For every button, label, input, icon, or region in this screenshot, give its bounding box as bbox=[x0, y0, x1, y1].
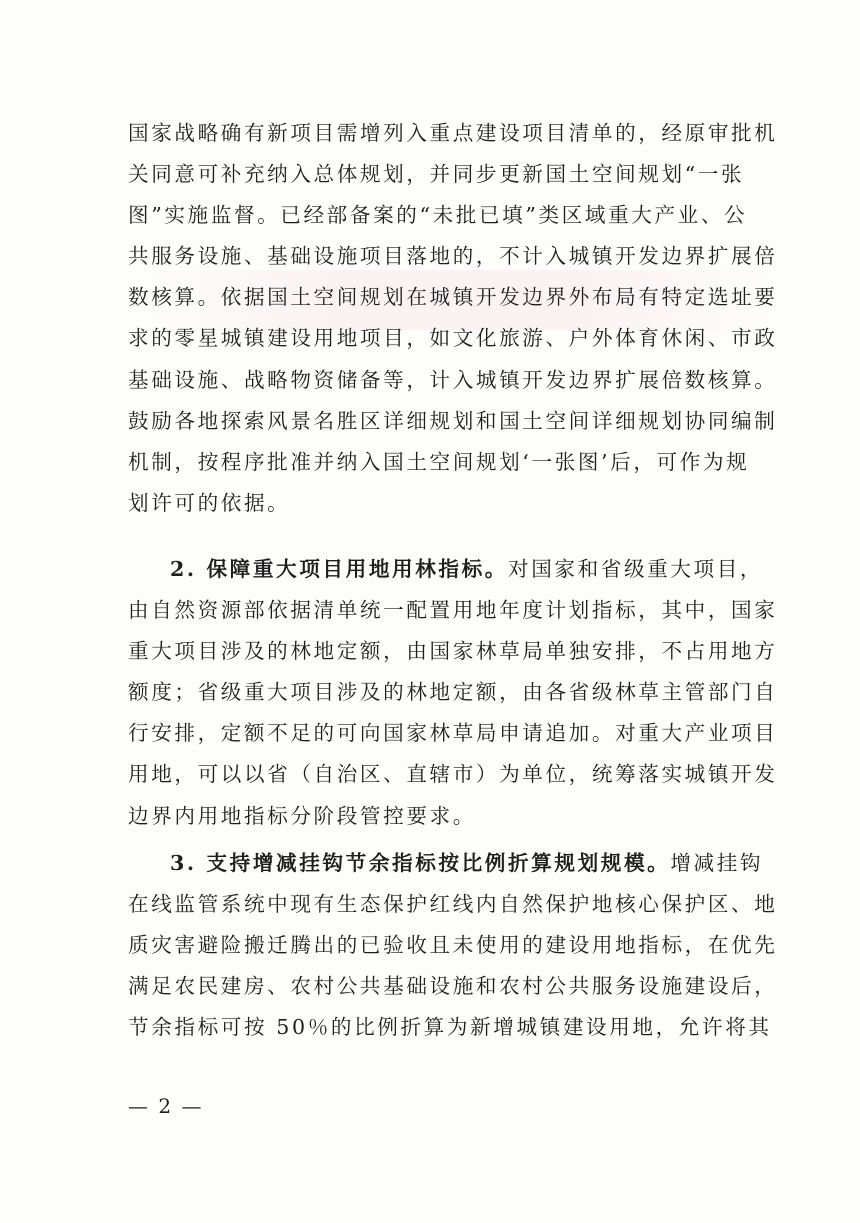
paragraph-2-line: 重大项目涉及的林地定额，由国家林草局单独安排，不占用地方 bbox=[128, 639, 778, 664]
paragraph-2-line: 用地，可以以省（自治区、直辖市）为单位，统筹落实城镇开发 bbox=[128, 762, 778, 787]
paragraph-1-line: 基础设施、战略物资储备等，计入城镇开发边界扩展倍数核算。 bbox=[128, 367, 778, 392]
paragraph-2-heading: 2. 保障重大项目用地用林指标。 bbox=[170, 557, 508, 581]
paragraph-2-line: 行安排，定额不足的可向国家林草局申请追加。对重大产业项目 bbox=[128, 721, 778, 746]
paragraph-3-line: 在线监管系统中现有生态保护红线内自然保护地核心保护区、地 bbox=[128, 892, 778, 917]
paragraph-3-line: 满足农民建房、农村公共基础设施和农村公共服务设施建设后， bbox=[128, 974, 778, 999]
paragraph-1-line: 机制，按程序批准并纳入国土空间规划‘一张图’后，可作为规 bbox=[128, 449, 750, 474]
paragraph-1-line: 关同意可补充纳入总体规划，并同步更新国土空间规划“一张 bbox=[128, 162, 745, 187]
paragraph-1-line: 共服务设施、基础设施项目落地的，不计入城镇开发边界扩展倍 bbox=[128, 244, 778, 269]
paragraph-1-line: 鼓励各地探索风景名胜区详细规划和国土空间详细规划协同编制 bbox=[128, 408, 778, 433]
paragraph-2 bbox=[128, 549, 778, 837]
paragraph-3-first-line-rest: 增减挂钩 bbox=[670, 851, 764, 875]
paragraph-1-line: 求的零星城镇建设用地项目，如文化旅游、户外体育休闲、市政 bbox=[128, 326, 778, 351]
page-number: — 2 — bbox=[128, 1094, 204, 1118]
paragraph-1-line: 数核算。依据国土空间规划在城镇开发边界外布局有特定选址要 bbox=[128, 285, 778, 310]
paragraph-1-line: 划许可的依据。 bbox=[128, 490, 291, 515]
paragraph-3 bbox=[128, 843, 778, 1048]
paragraph-2-first-line bbox=[128, 549, 778, 590]
paragraph-3-first-line bbox=[128, 843, 778, 884]
paragraph-2-line: 由自然资源部依据清单统一配置用地年度计划指标，其中，国家 bbox=[128, 598, 778, 623]
paragraph-2-line: 边界内用地指标分阶段管控要求。 bbox=[128, 803, 476, 828]
paragraph-2-line: 额度；省级重大项目涉及的林地定额，由各省级林草主管部门自 bbox=[128, 680, 778, 705]
paragraph-1-line: 国家战略确有新项目需增列入重点建设项目清单的，经原审批机 bbox=[128, 121, 778, 145]
paragraph-3-line: 节余指标可按 50％的比例折算为新增城镇建设用地，允许将其 bbox=[128, 1015, 772, 1040]
paragraph-1-line: 图”实施监督。已经部备案的“未批已填”类区域重大产业、公 bbox=[128, 203, 748, 228]
paragraph-3-heading: 3. 支持增减挂钩节余指标按比例折算规划规模。 bbox=[170, 851, 671, 875]
paragraph-1 bbox=[128, 113, 778, 524]
paragraph-2-first-line-rest: 对国家和省级重大项目， bbox=[508, 557, 764, 581]
paragraph-3-line: 质灾害避险搬迁腾出的已验收且未使用的建设用地指标，在优先 bbox=[128, 933, 778, 958]
